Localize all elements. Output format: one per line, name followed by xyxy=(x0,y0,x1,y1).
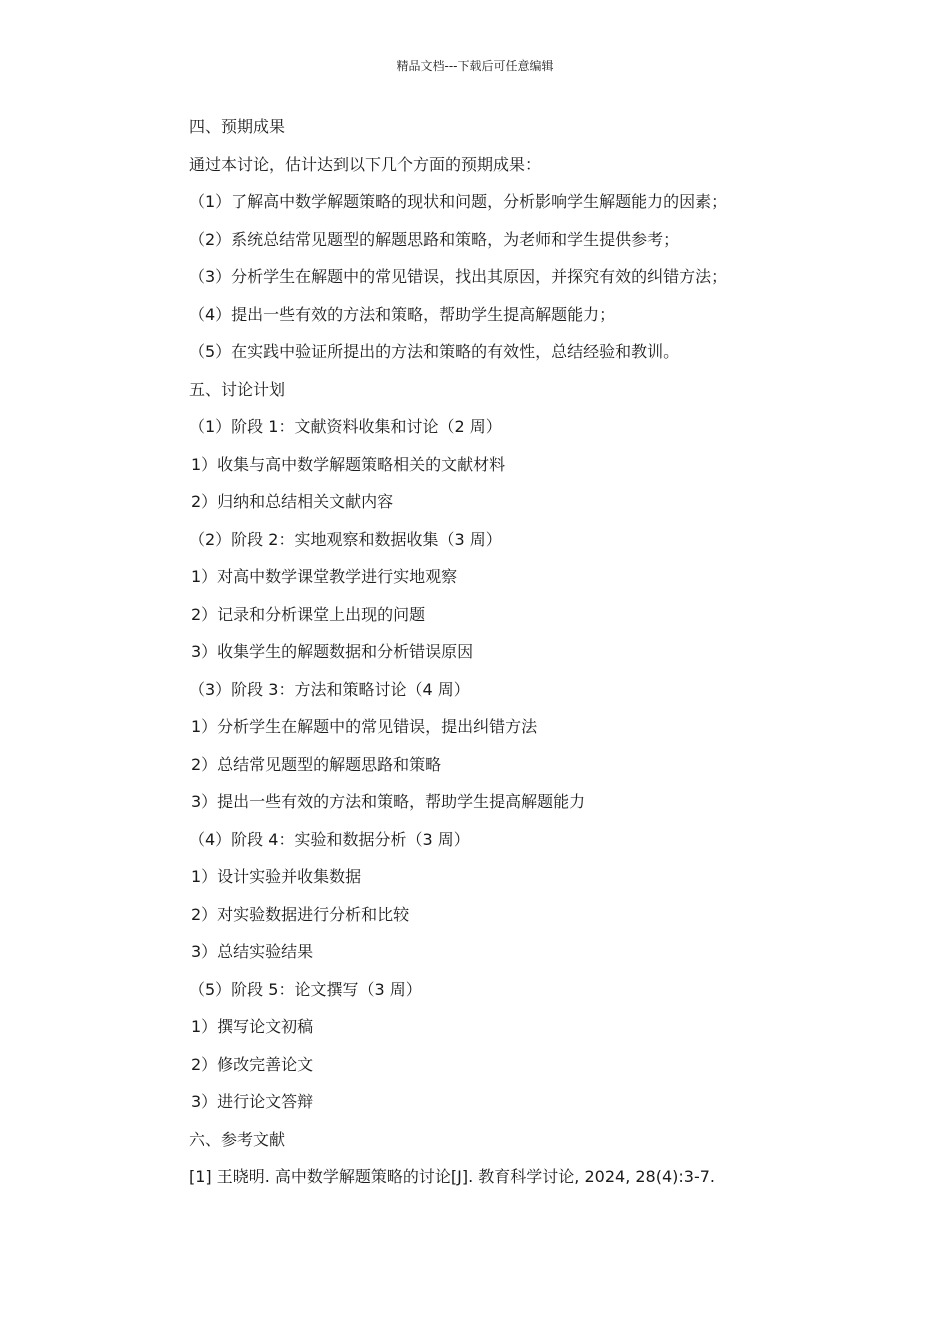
phase-title: （5）阶段 5：论文撰写（3 周） xyxy=(189,979,422,999)
phase-task: 2）对实验数据进行分析和比较 xyxy=(191,904,410,924)
phase-title: （4）阶段 4：实验和数据分析（3 周） xyxy=(189,829,470,849)
outcome-item: （3）分析学生在解题中的常见错误，找出其原因，并探究有效的纠错方法； xyxy=(189,267,728,286)
phase-task: 3）总结实验结果 xyxy=(191,942,314,961)
phase-task: 2）总结常见题型的解题思路和策略 xyxy=(191,754,442,774)
phase-title: （2）阶段 2：实地观察和数据收集（3 周） xyxy=(189,529,502,549)
phase-task: 1）撰写论文初稿 xyxy=(191,1017,314,1036)
phase-task: 2）记录和分析课堂上出现的问题 xyxy=(191,604,426,624)
section-heading: 四、预期成果 xyxy=(189,117,286,136)
outcome-item: （5）在实践中验证所提出的方法和策略的有效性，总结经验和教训。 xyxy=(189,342,680,361)
phase-task: 1）收集与高中数学解题策略相关的文献材料 xyxy=(191,454,506,474)
section-heading: 五、讨论计划 xyxy=(189,379,286,399)
page-header: 精品文档---下载后可任意编辑 xyxy=(396,59,554,73)
phase-task: 1）设计实验并收集数据 xyxy=(191,867,362,886)
document-body xyxy=(189,114,829,1202)
section-heading: 六、参考文献 xyxy=(189,1129,286,1149)
phase-task: 3）提出一些有效的方法和策略，帮助学生提高解题能力 xyxy=(191,792,586,811)
reference-item: [1] 王晓明. 高中数学解题策略的讨论[J]. 教育科学讨论, 2024, 28(4):3-7. xyxy=(189,1167,715,1186)
phase-title: （1）阶段 1：文献资料收集和讨论（2 周） xyxy=(189,417,502,436)
phase-task: 3）进行论文答辩 xyxy=(191,1092,314,1111)
phase-task: 2）归纳和总结相关文献内容 xyxy=(191,492,394,511)
phase-task: 3）收集学生的解题数据和分析错误原因 xyxy=(191,642,474,661)
phase-title: （3）阶段 3：方法和策略讨论（4 周） xyxy=(189,679,470,699)
section-intro: 通过本讨论，估计达到以下几个方面的预期成果： xyxy=(189,154,542,174)
phase-task: 1）分析学生在解题中的常见错误，提出纠错方法 xyxy=(191,717,538,736)
phase-task: 2）修改完善论文 xyxy=(191,1054,314,1074)
phase-task: 1）对高中数学课堂教学进行实地观察 xyxy=(191,567,458,586)
outcome-item: （1）了解高中数学解题策略的现状和问题，分析影响学生解题能力的因素； xyxy=(189,192,728,211)
outcome-item: （4）提出一些有效的方法和策略，帮助学生提高解题能力； xyxy=(189,304,616,324)
outcome-item: （2）系统总结常见题型的解题思路和策略，为老师和学生提供参考； xyxy=(189,229,680,249)
